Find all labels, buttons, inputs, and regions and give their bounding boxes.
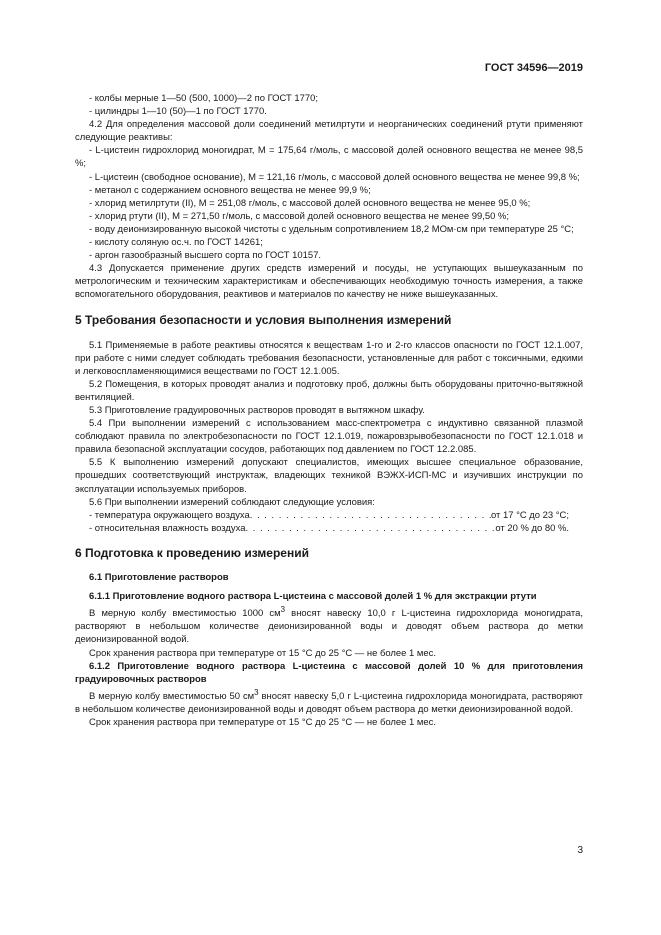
paragraph-6-1-2 [75, 686, 583, 716]
paragraph-4-2: 4.2 Для определения массовой доли соединений метилртути и неорганических соединений ртути применяют следующие реактивы: [75, 119, 583, 144]
dot-leader [246, 522, 496, 535]
text-run: В мерную колбу вместимостью 50 см [89, 690, 255, 702]
condition-humidity [75, 522, 583, 535]
list-item: - L-цистеин (свободное основание), M = 121,16 г/моль, с массовой долей основного вещества не менее 99,8 %; [89, 171, 580, 183]
document-header: ГОСТ 34596—2019 [484, 62, 583, 74]
paragraph-5-2: 5.2 Помещения, в которых проводят анализ и подготовку проб, должны быть оборудованы приточно-вытяжной вентиляцией. [75, 378, 583, 403]
list-item: - кислоту соляную ос.ч. по ГОСТ 14261; [89, 237, 263, 249]
subsection-6-1-1-heading: 6.1.1 Приготовление водного раствора L-цистеина с массовой долей 1 % для экстракции ртути [89, 591, 537, 602]
list-item: - хлорид метилртути (II), M = 251,08 г/моль, с массовой долей основного вещества не менее 95,0 %; [89, 197, 531, 209]
list-item: - метанол с содержанием основного вещества не менее 99,9 %; [89, 184, 371, 196]
dot-leader [250, 509, 491, 522]
list-item: - хлорид ртути (II), M = 271,50 г/моль, с массовой долей основного вещества не менее 99,50 %; [89, 210, 509, 222]
paragraph-5-6: 5.6 При выполнении измерений соблюдают следующие условия: [89, 496, 375, 508]
condition-value: от 20 % до 80 %. [495, 522, 569, 534]
text-run: вносят навеску 10,0 г L-цистеина гидрохлорида моногидрата, растворяют в небольшом количестве деионизированной воды и доводят объем раствора до метки деионизированной водой. [75, 608, 584, 646]
page-number: 3 [577, 845, 583, 856]
section-6-heading: 6 Подготовка к проведению измерений [75, 545, 309, 560]
paragraph-5-1: 5.1 Применяемые в работе реактивы относятся к веществам 1-го и 2-го классов опасности по ГОСТ 12.1.007, при работе с ними следует соблюдать требования безопасности, установленные для работ с токсичными, едкими и легковоспламеняющимися веществами по ГОСТ 12.1.005. [75, 339, 583, 377]
paragraph-4-3: 4.3 Допускается применение других средств измерений и посуды, не уступающих вышеуказанным по метрологическим и техническим характеристикам и обеспечивающих необходимую точность измерения, а также вспомогательного оборудования, реактивов и материалов по качеству не ниже вышеуказанных. [75, 263, 583, 301]
text-run: В мерную колбу вместимостью 1000 см [89, 608, 281, 620]
superscript: 3 [254, 687, 259, 697]
list-item: - цилиндры 1—10 (50)—1 по ГОСТ 1770. [89, 106, 267, 118]
superscript: 3 [280, 605, 286, 615]
condition-label: - относительная влажность воздуха [89, 522, 246, 534]
paragraph-5-4: 5.4 При выполнении измерений с использованием масс-спектрометра с индуктивно связанной плазмой соблюдают правила по электробезопасности по ГОСТ 12.1.019, пожаровзрывобезопасности по ГОСТ 12.1.018 и правила безопасной эксплуатации сосудов, работающих под давлением по ГОСТ 12.2.085. [75, 418, 583, 456]
section-5-heading: 5 Требования безопасности и условия выполнения измерений [75, 312, 452, 327]
storage-note: Срок хранения раствора при температуре от 15 °С до 25 °С — не более 1 мес. [89, 647, 436, 659]
subsection-6-1-heading: 6.1 Приготовление растворов [89, 571, 229, 583]
list-item: - воду деионизированную высокой чистоты с удельным сопротивлением 18,2 МОм·см при температуре 25 °С; [89, 223, 574, 235]
text-run: вносят навеску 5,0 г L-цистеина гидрохлорида моногидрата, растворяют в небольшом количестве деионизированной воды и доводят объем раствора до метки деионизированной водой. [75, 690, 583, 716]
list-item: - аргон газообразный высшего сорта по ГОСТ 10157. [89, 250, 321, 262]
list-item: - колбы мерные 1—50 (500, 1000)—2 по ГОСТ 1770; [89, 93, 319, 104]
condition-value: от 17 °С до 23 °С; [490, 509, 569, 521]
paragraph-6-1-1 [75, 603, 583, 646]
document-body [75, 92, 583, 729]
condition-temperature [75, 509, 583, 522]
storage-note: Срок хранения раствора при температуре от 15 °С до 25 °С — не более 1 мес. [89, 717, 436, 729]
condition-label: - температура окружающего воздуха [89, 509, 250, 521]
paragraph-5-3: 5.3 Приготовление градуировочных растворов проводят в вытяжном шкафу. [89, 404, 425, 416]
subsection-6-1-2-heading: 6.1.2 Приготовление водного раствора L-цистеина с массовой долей 10 % для приготовления градуировочных растворов [75, 660, 583, 685]
list-item: - L-цистеин гидрохлорид моногидрат, M = 175,64 г/моль, с массовой долей основного вещества не менее 98,5 %; [75, 145, 583, 170]
paragraph-5-5: 5.5 К выполнению измерений допускают специалистов, имеющих высшее специальное образование, прошедших соответствующий инструктаж, владеющих техникой ВЭЖХ-ИСП-МС и изучивших инструкции по эксплуатации используемых приборов. [75, 457, 583, 495]
